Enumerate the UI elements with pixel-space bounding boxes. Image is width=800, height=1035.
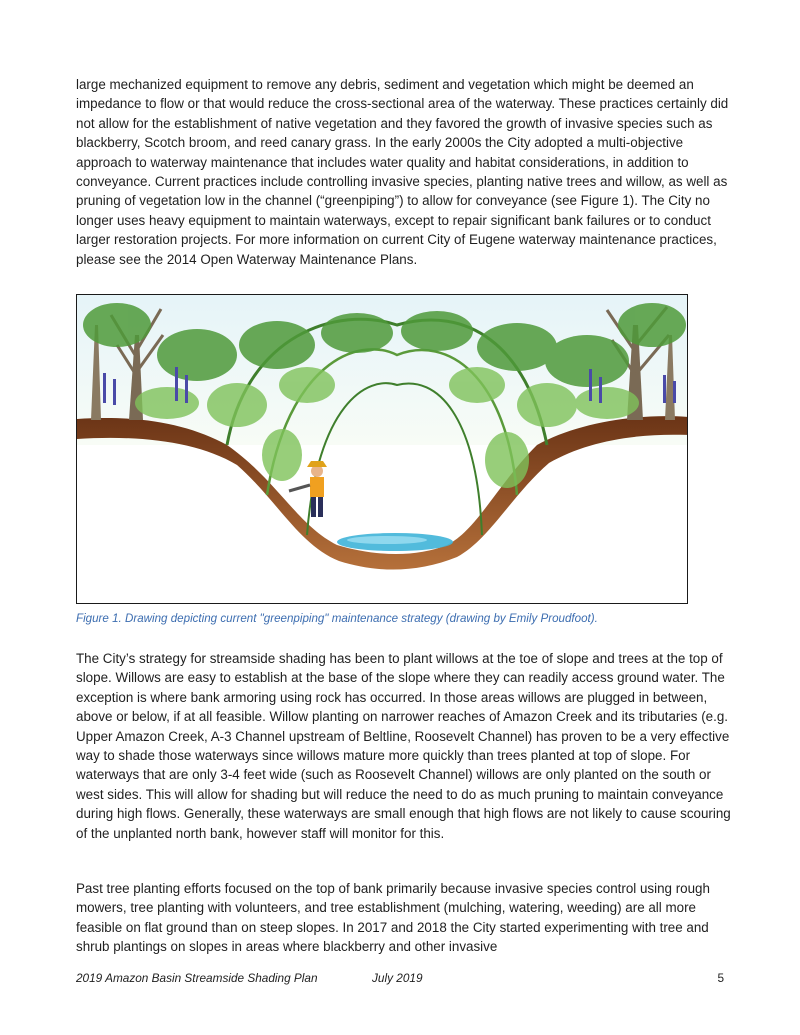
page-number: 5 [717,971,724,985]
body-paragraph-2: The City’s strategy for streamside shading has been to plant willows at the toe of slope and trees at the top of slope. Willows are easy to establish at the base of the slope where they can readily access ground water. The exception is where bank armoring using rock has occurred. In those areas willows are plugged in between, above or below, if at all feasible. Willow planting on narrower reaches of Amazon Creek and its tributaries (e.g. Upper Amazon Creek, A-3 Channel upstream of Beltline, Roosevelt Channel) has proven to be a very effective way to shade those waterways since willows mature more quickly than trees planted at top of slope. For waterways that are only 3-4 feet wide (such as Roosevelt Channel) willows are only planted on the south or west sides. This will allow for shading but will reduce the need to do as much pruning to maintain conveyance during high flows. Generally, these waterways are small enough that high flows are not likely to cause scouring of the unplanted north bank, however staff will monitor for this. [76,651,731,841]
body-paragraph-1: large mechanized equipment to remove any debris, sediment and vegetation which might be deemed an impedance to flow or that would reduce the cross-sectional area of the waterway. These practices certainly did not allow for the establishment of native vegetation and they favored the growth of invasive species such as blackberry, Scotch broom, and reed canary grass. In the early 2000s the City adopted a multi-objective approach to waterway maintenance that includes water quality and habitat considerations, in addition to conveyance. Current practices include controlling invasive species, planting native trees and willow, as well as pruning of vegetation low in the channel (“greenpiping”) to allow for conveyance (see Figure 1). The City no longer uses heavy equipment to maintain waterways, except to repair significant bank failures or to conduct larger restoration projects. For more information on current City of Eugene waterway maintenance practices, please see the 2014 Open Waterway Maintenance Plans. [76,77,729,267]
footer-date: July 2019 [372,971,423,985]
figure-greenpiping-drawing [76,294,688,604]
body-paragraph-3: Past tree planting efforts focused on the top of bank primarily because invasive species control using rough mowers, tree planting with volunteers, and tree establishment (mulching, watering, weeding) are all more feasible on flat ground than on steep slopes. In 2017 and 2018 the City started experimenting with tree and shrub plantings on slopes in areas where blackberry and other invasive [76,881,710,955]
footer-document-title: 2019 Amazon Basin Streamside Shading Plan [76,971,318,985]
greenpiping-illustration [77,295,688,604]
figure-caption: Figure 1. Drawing depicting current "greenpiping" maintenance strategy (drawing by Emily Proudfoot). [76,612,598,625]
